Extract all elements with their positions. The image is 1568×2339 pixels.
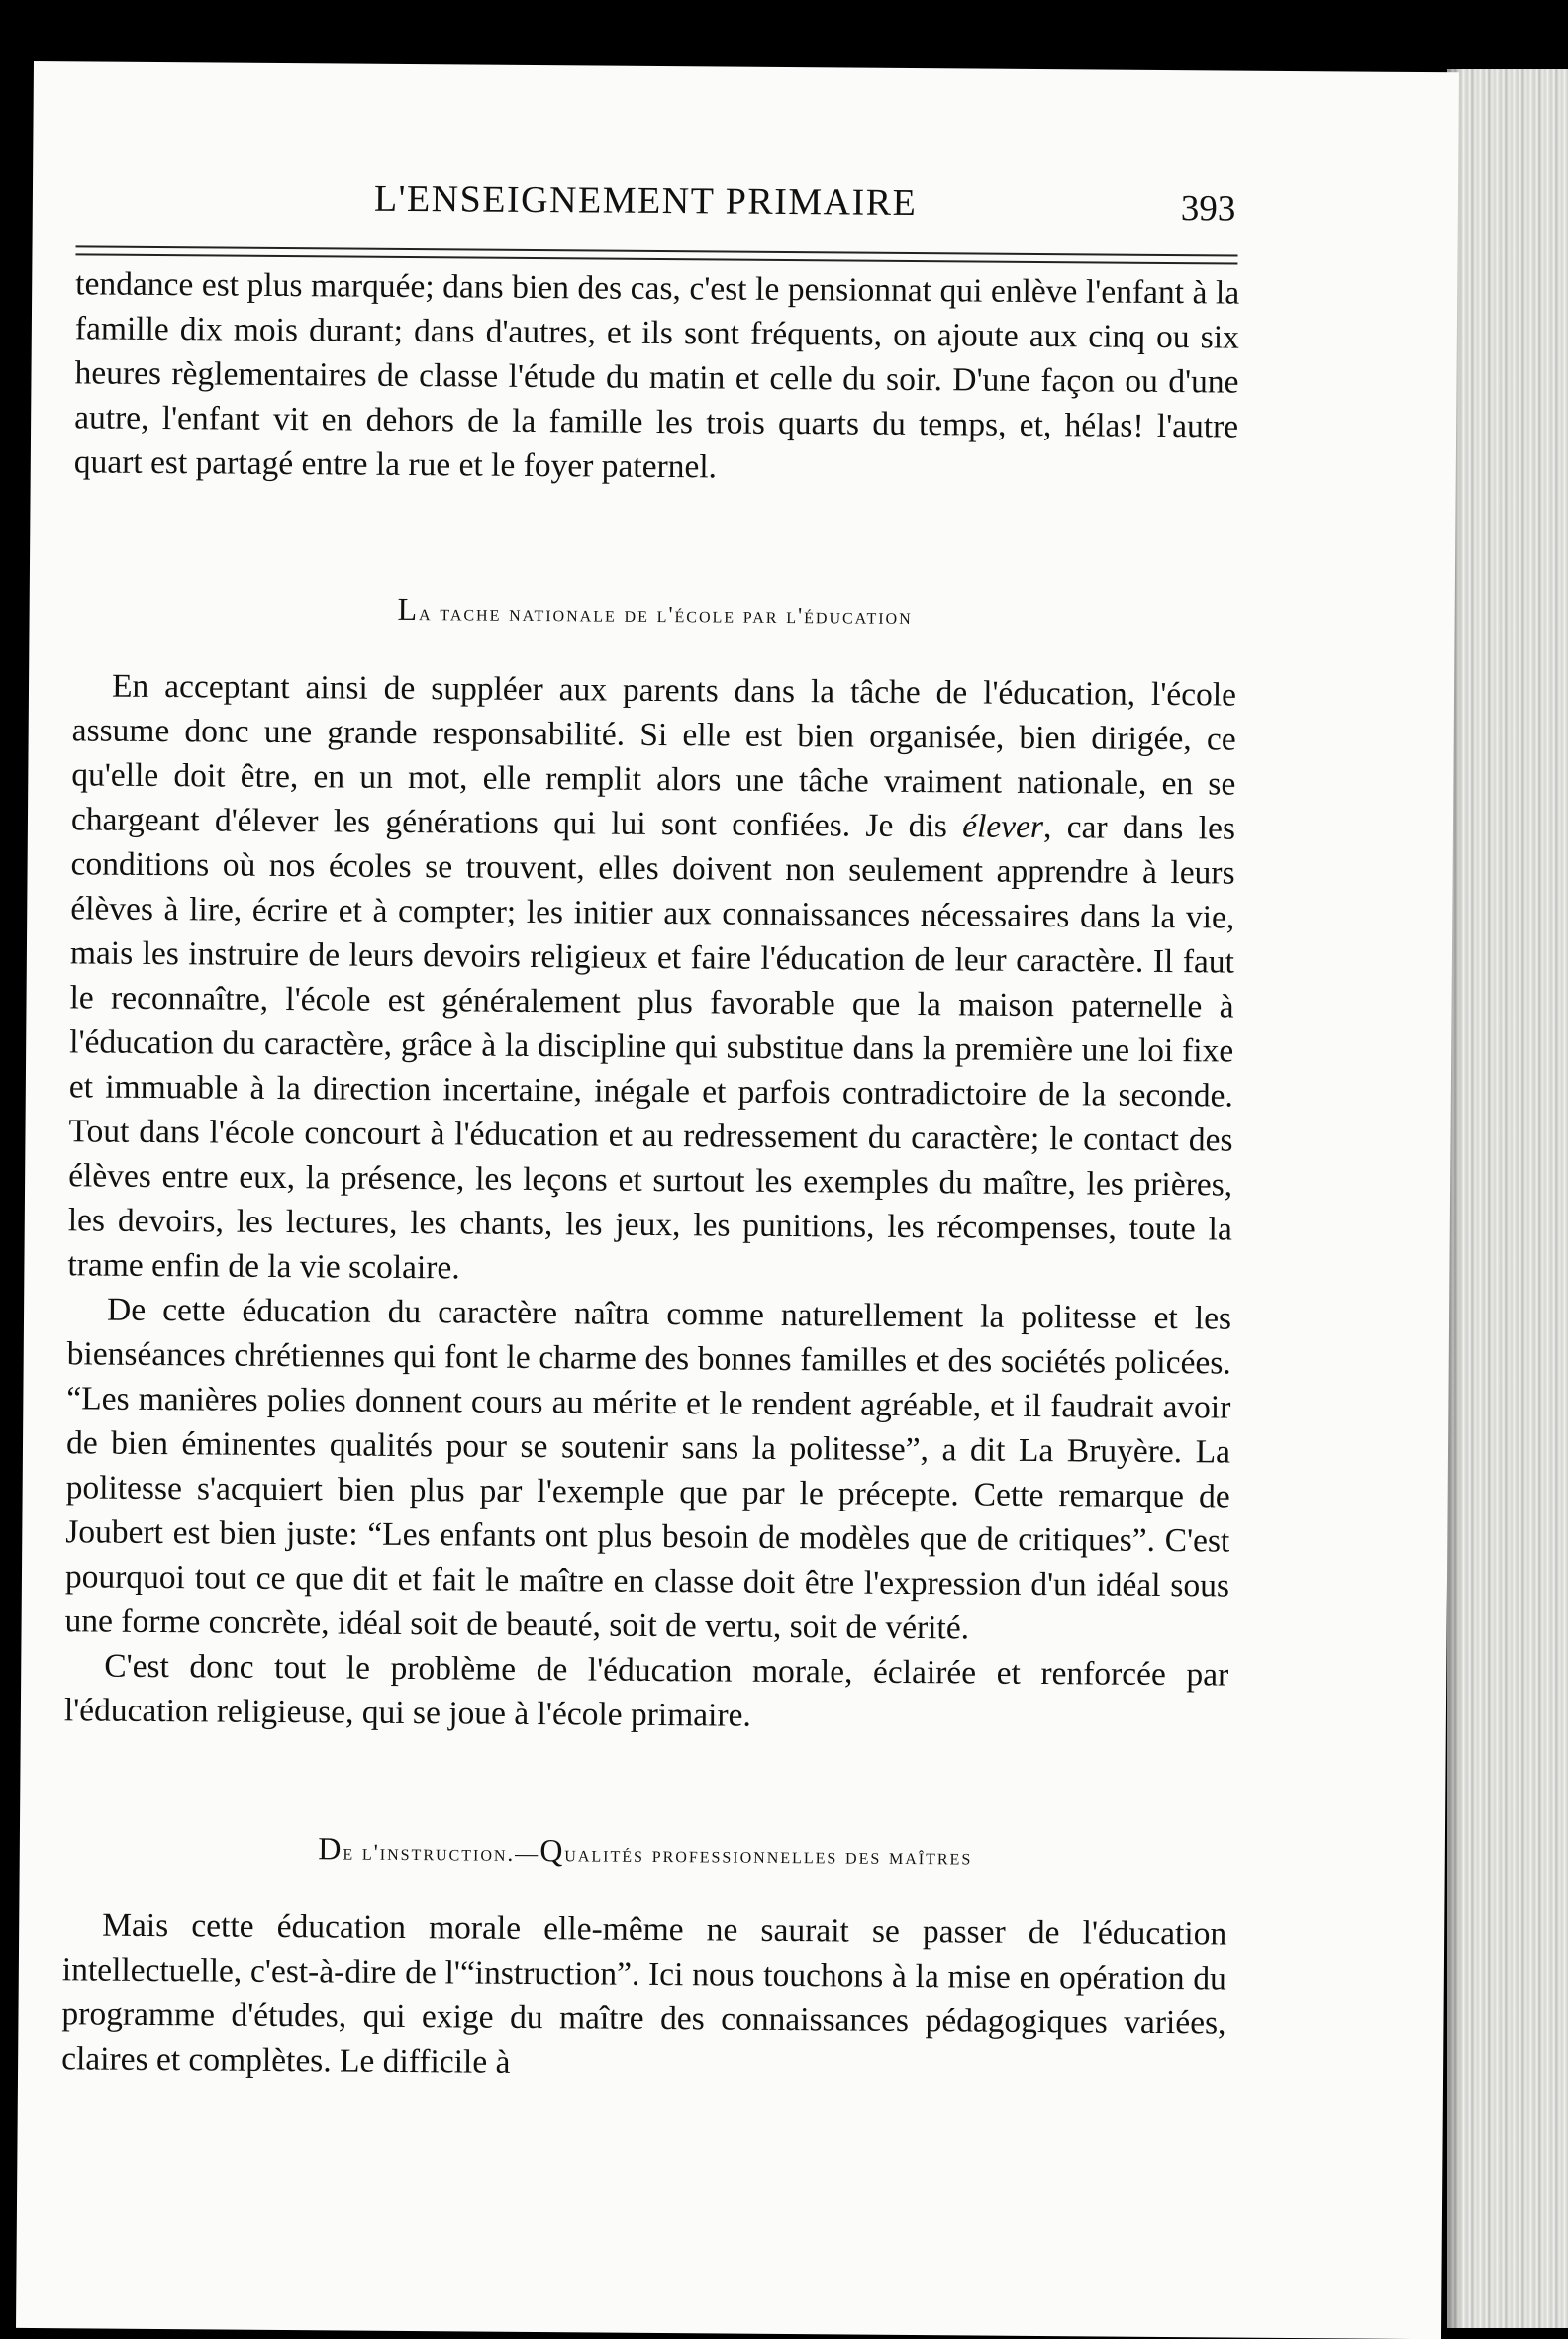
running-head: [33, 174, 1419, 235]
book-page-edges: [1447, 69, 1568, 2328]
opening-text-block: [74, 261, 1240, 493]
book-page: [16, 61, 1459, 2339]
paragraph-education-task: [67, 663, 1236, 1296]
paragraph-intellectual-education: Mais cette éducation morale elle-même ne saurait se passer de l'éducation intellectuelle, c'est-à-dire de l'“instruction”. Ici nous touchons à la mise en opération du programme d'études, qui exige du maître des connaissances pédagogiques variées, claires et complètes. Le difficile à: [61, 1906, 1227, 2081]
national-task-text-block: [64, 663, 1236, 1741]
heading-text: a tache nationale de l'école par l'éducation: [418, 600, 913, 629]
section-heading-national-task: [73, 588, 1237, 633]
instruction-text-block: [61, 1902, 1226, 2090]
scan-top-border: [0, 0, 1568, 67]
heading-initial: L: [397, 590, 420, 628]
heading-initial: D: [318, 1830, 343, 1867]
paragraph-politeness: De cette éducation du caractère naîtra comme naturellement la politesse et les bienséances chrétiennes qui font le charme des bonnes familles et des sociétés policées. “Les manières polies donnent cours au mérite et le rendent agréable, et il faudrait avoir de bien éminentes qualités pour se soutenir sans la politesse”, a dit La Bruyère. La politesse s'acquiert bien plus par l'exemple que par le précepte. Cette remarque de Joubert est bien juste: “Les enfants ont plus besoin de modèles que de critiques”. C'est pourquoi tout ce que dit et fait le maître en classe doit être l'expression d'un idéal sous une forme concrète, idéal soit de beauté, soit de vertu, soit de vérité.: [64, 1291, 1232, 1647]
heading-initial: Q: [539, 1832, 565, 1869]
paragraph-moral-education: C'est donc tout le problème de l'éducation morale, éclairée et renforcée par l'éducation religieuse, qui se joue à l'école primaire.: [63, 1647, 1229, 1734]
header-rule: [75, 245, 1237, 264]
paragraph-text-start: En acceptant ainsi de suppléer aux parents dans la tâche de l'éducation, l'école assume donc une grande responsabilité. Si elle est bien organisée, bien dirigée, ce qu'elle doit être, en un mot, elle remplit alors une tâche vraiment nationale, en se chargeant d'élever les générations qui lui sont confiées. Je dis: [70, 667, 1237, 845]
running-title: L'ENSEIGNEMENT PRIMAIRE: [373, 177, 918, 225]
italic-word: élever: [962, 808, 1044, 846]
section-heading-instruction: [63, 1828, 1227, 1874]
paragraph-continued: tendance est plus marquée; dans bien des cas, c'est le pensionnat qui enlève l'enfant à la famille dix mois durant; dans d'autres, et ils sont fréquents, on ajoute aux cinq ou six heures règlementaires de classe l'étude du matin et celle du soir. D'une façon ou d'une autre, l'enfant vit en dehors de la famille les trois quarts du temps, et, hélas! l'autre quart est partagé entre la rue et le foyer paternel.: [73, 265, 1240, 486]
page-number: 393: [1180, 188, 1236, 230]
heading-text: e l'instruction.—: [343, 1839, 540, 1867]
paragraph-text-end: , car dans les conditions où nos écoles se trouvent, elles doivent non seulement apprendre à leurs élèves à lire, écrire et à compter; les initier aux connaissances nécessaires dans la vie, mais les instruire de leurs devoirs religieux et faire l'éducation de leur caractère. Il faut le reconnaître, l'école est généralement plus favorable que la maison paternelle à l'éducation du caractère, grâce à la discipline qui substitue dans la première une loi fixe et immuable à la direction incertaine, inégale et parfois contradictoire de la seconde. Tout dans l'école concourt à l'éducation et au redressement du caractère; le contact des élèves entre eux, la présence, les leçons et surtout les exemples du maître, les prières, les devoirs, les lectures, les chants, les jeux, les punitions, les récompenses, toute la trame enfin de la vie scolaire.: [67, 809, 1236, 1287]
heading-text: ualités professionnelles des maîtres: [564, 1841, 973, 1870]
